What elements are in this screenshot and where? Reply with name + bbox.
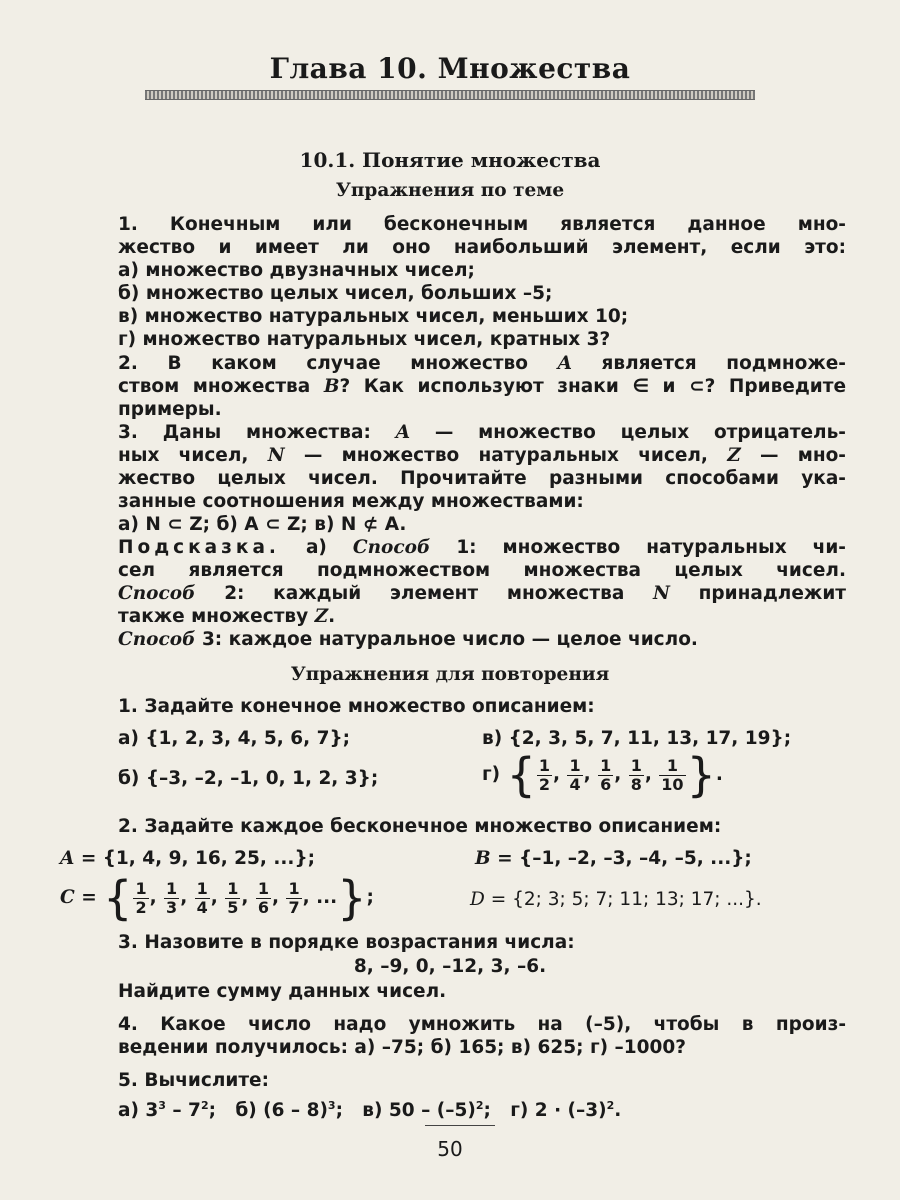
review-5-line	[118, 1069, 269, 1093]
review-1-item-a: а) {1, 2, 3, 4, 5, 6, 7};	[118, 728, 351, 749]
review-1-item-g-label: г)	[482, 764, 501, 785]
review-4-line-1	[118, 1013, 846, 1037]
fraction: $\frac{1}{6}$	[257, 878, 270, 917]
fraction: $\frac{1}{10}$	[661, 755, 684, 794]
hint-way-3: 3: каждое натуральное число — целое число.	[201, 629, 698, 650]
exercise-3-line-1	[118, 421, 846, 445]
exercise-1-number: 1.	[118, 214, 138, 235]
review-4-text: Какое число надо умножить на (–5), чтобы в произ-	[160, 1014, 846, 1035]
exercise-1-item-a: а) множество двузначных чисел;	[118, 260, 475, 281]
set-C-fraction-set: { $\frac{1}{2}$ , $\frac{1}{3}$ , $\frac{1}{4}$ , $\frac{1}{5}$ , $\frac{1}{6}$ , $\frac{1}{7}$ , ...};	[103, 871, 374, 925]
review-1-line	[118, 695, 595, 719]
hint-line-2: сел является подмножеством множества целых чисел.	[118, 560, 846, 581]
review-1-item-g	[482, 748, 723, 802]
review-1-item-b: б) {–3, –2, –1, 0, 1, 2, 3};	[118, 768, 379, 789]
set-D-definition: = {2; 3; 5; 7; 11; 13; 17; ...}.	[490, 889, 762, 910]
fraction: $\frac{1}{8}$	[630, 755, 642, 794]
exercise-2-line-2	[118, 375, 846, 399]
set-A-symbol: A	[60, 848, 75, 869]
page-number: 50	[437, 1137, 463, 1161]
exercise-3-text-e: — мно-	[740, 445, 846, 466]
hint-line-5	[118, 628, 698, 652]
fraction: $\frac{1}{4}$	[569, 755, 581, 794]
chapter-title: Глава 10. Множества	[269, 52, 631, 85]
set-A-symbol: A	[395, 422, 411, 443]
set-A-definition: = {1, 4, 9, 16, 25, ...};	[80, 848, 316, 869]
review-3-sum-task: Найдите сумму данных чисел.	[118, 981, 447, 1002]
brace-close: }	[337, 871, 367, 925]
review-1-number: 1.	[118, 696, 138, 717]
set-Z-symbol: Z	[727, 445, 741, 466]
review-4-line-2: ведении получилось: а) –75; б) 165; в) 625; г) –1000?	[118, 1037, 686, 1058]
hint-line-1	[118, 536, 846, 560]
hint-way-1: 1: множество натуральных чи-	[456, 537, 846, 558]
review-2-number: 2.	[118, 816, 138, 837]
review-2-text: Задайте каждое бесконечное множество описанием:	[144, 816, 722, 837]
set-B-definition: = {–1, –2, –3, –4, –5, ...};	[497, 848, 752, 869]
exercise-3-line-3: жество целых чисел. Прочитайте разными способами ука-	[118, 468, 846, 489]
review-2-set-A	[60, 847, 315, 871]
ellipsis: ...	[316, 887, 338, 908]
hint-item-a: а)	[305, 537, 327, 558]
title-underline	[145, 90, 755, 100]
review-5-number: 5.	[118, 1070, 138, 1091]
exercise-1-text: Конечным или бесконечным является данное мно-	[169, 214, 846, 235]
review-2-set-B	[475, 847, 752, 871]
set-B-symbol: B	[323, 376, 340, 397]
review-3-line	[118, 931, 575, 955]
hint-line-4: также множеству Z.	[118, 606, 336, 627]
exercise-1-item-b: б) множество целых чисел, больших –5;	[118, 283, 553, 304]
exercise-3-text-d: — множество натуральных чисел,	[284, 445, 728, 466]
way-label: Способ	[118, 583, 196, 604]
exercise-3-text-c: ных чисел,	[118, 445, 268, 466]
fraction: $\frac{1}{2}$	[538, 755, 550, 794]
fraction: $\frac{1}{7}$	[288, 878, 300, 917]
exercise-3-relations: а) N ⊂ Z; б) A ⊂ Z; в) N ⊄ A.	[118, 514, 407, 535]
exercise-1-item-d: г) множество натуральных чисел, кратных 3?	[118, 329, 611, 350]
review-2-set-C: C = { $\frac{1}{2}$ , $\frac{1}{3}$ , $\frac{1}{4}$ , $\frac{1}{5}$ , $\frac{1}{6}$ , $\frac{1}{7}$ , ...};	[60, 871, 374, 925]
hint-line-3	[118, 582, 846, 606]
way-label: Способ	[352, 537, 431, 558]
set-N-symbol: N	[653, 583, 670, 604]
set-A-symbol: A	[557, 353, 572, 374]
exercise-1-item-c: в) множество натуральных чисел, меньших 10;	[118, 306, 629, 327]
review-3-text: Назовите в порядке возрастания числа:	[144, 932, 575, 953]
fraction: $\frac{1}{2}$	[135, 878, 147, 917]
exercise-2-line-3: примеры.	[118, 399, 222, 420]
exercise-3-text-b: — множество целых отрицатель-	[410, 422, 846, 443]
review-5-expressions: а) $3^3 - 7^2$; б) (6 – 8)$^3$; в) $50 - (-5)^2$; г) $2 \cdot (-3)^2$.	[118, 1099, 622, 1122]
hint-way-2-tail: принадлежит	[669, 583, 846, 604]
set-B-symbol: B	[475, 848, 491, 869]
review-2-line	[118, 815, 721, 839]
section-title: 10.1. Понятие множества	[299, 148, 601, 172]
exercise-2-number: 2.	[118, 353, 138, 374]
review-3-number: 3.	[118, 932, 138, 953]
review-4-number: 4.	[118, 1014, 138, 1035]
fraction: $\frac{1}{5}$	[227, 878, 239, 917]
fraction: $\frac{1}{6}$	[600, 755, 612, 794]
set-Z-symbol: Z	[314, 606, 329, 627]
exercise-3-number: 3.	[118, 422, 138, 443]
review-1-text: Задайте конечное множество описанием:	[144, 696, 595, 717]
exercise-2-text-d: ? Как используют знаки ∈ и ⊂? Приведите	[339, 376, 846, 397]
brace-open: {	[103, 871, 133, 925]
review-3-numbers: 8, –9, 0, –12, 3, –6.	[353, 956, 547, 977]
brace-open: {	[506, 748, 536, 802]
hint-way-2-end: также множеству	[118, 606, 315, 627]
topic-exercises-heading: Упражнения по теме	[335, 180, 565, 201]
hint-label: Подсказка.	[118, 537, 280, 558]
exercise-2-line-1	[118, 352, 846, 376]
fraction: $\frac{1}{3}$	[166, 878, 178, 917]
way-label: Способ	[118, 629, 196, 650]
brace-close: }	[686, 748, 716, 802]
exercise-2-text-a: В каком случае множество	[167, 353, 558, 374]
set-D-symbol: D	[470, 889, 485, 910]
review-5-text: Вычислите:	[144, 1070, 269, 1091]
review-1-fraction-set: { $\frac{1}{2}$ , $\frac{1}{4}$ , $\frac{1}{6}$ , $\frac{1}{8}$ , $\frac{1}{10}$ }.	[506, 748, 723, 802]
review-2-set-D	[470, 888, 762, 912]
fraction: $\frac{1}{4}$	[196, 878, 208, 917]
exercise-1-line-1	[118, 213, 846, 237]
exercise-1-line-2: жество и имеет ли оно наибольший элемент, если это:	[118, 237, 846, 258]
review-exercises-heading: Упражнения для повторения	[290, 664, 610, 685]
set-N-symbol: N	[267, 445, 285, 466]
exercise-2-text-c: ством множества	[118, 376, 324, 397]
hint-way-2: 2: каждый элемент множества	[224, 583, 653, 604]
footer-rule	[425, 1125, 495, 1126]
exercise-3-line-2	[118, 444, 846, 468]
exercise-2-text-b: является подмноже-	[571, 353, 846, 374]
set-C-symbol: C	[60, 887, 75, 908]
review-1-item-v: в) {2, 3, 5, 7, 11, 13, 17, 19};	[482, 728, 792, 749]
exercise-3-text-a: Даны множества:	[162, 422, 396, 443]
exercise-3-line-4: занные соотношения между множествами:	[118, 491, 584, 512]
